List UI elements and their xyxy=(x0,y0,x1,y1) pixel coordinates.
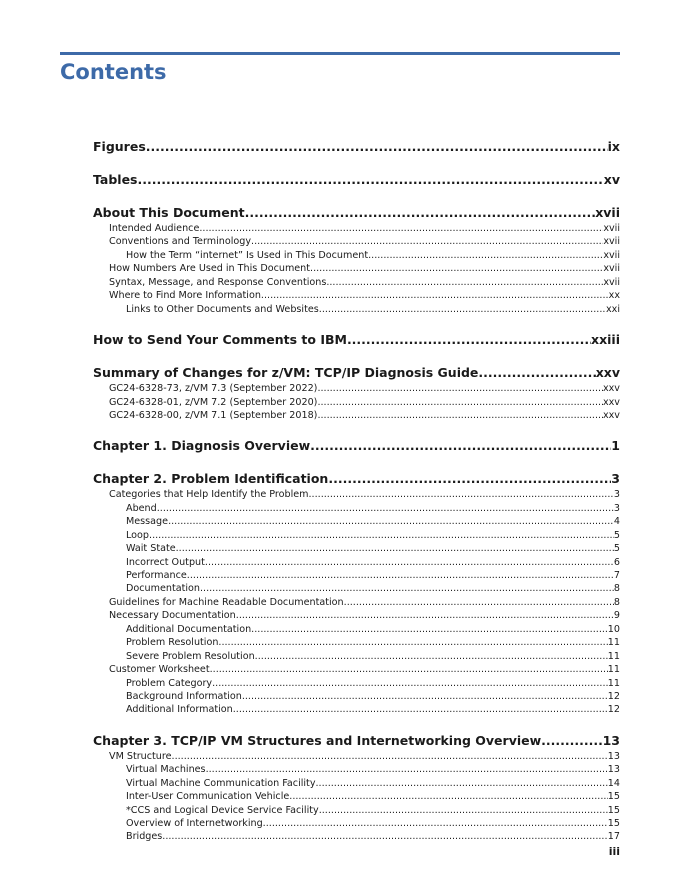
toc-entry-page: 15 xyxy=(607,804,620,816)
toc-leader-dots xyxy=(206,763,608,776)
toc-entry-title: Necessary Documentation xyxy=(109,610,236,622)
toc-entry-title: GC24-6328-73, z/VM 7.3 (September 2022) xyxy=(109,383,318,395)
toc-leader-dots xyxy=(309,488,614,501)
toc-entry-page: 11 xyxy=(607,650,620,662)
toc-entry-page: xxv xyxy=(595,365,620,381)
toc-leader-dots xyxy=(316,777,608,790)
toc-entry[interactable] xyxy=(93,732,620,750)
toc-entry[interactable] xyxy=(93,750,620,763)
toc-entry-title: Background Information xyxy=(126,690,242,702)
toc-entry[interactable] xyxy=(93,303,620,316)
toc-entry-title: Chapter 2. Problem Identification xyxy=(93,471,329,487)
toc-entry-page: 11 xyxy=(607,637,620,649)
toc-leader-dots xyxy=(212,677,608,690)
toc-leader-dots xyxy=(319,303,606,316)
toc-leader-dots xyxy=(344,596,614,609)
toc-entry-page: xxv xyxy=(602,396,620,408)
page-title: Contents xyxy=(60,60,167,84)
toc-entry[interactable] xyxy=(93,636,620,649)
toc-entry-title: VM Structure xyxy=(109,750,172,762)
toc-entry[interactable] xyxy=(93,289,620,302)
toc-leader-dots xyxy=(205,556,614,569)
toc-leader-dots xyxy=(328,470,611,488)
toc-entry-title: GC24-6328-00, z/VM 7.1 (September 2018) xyxy=(109,409,318,421)
toc-entry[interactable] xyxy=(93,690,620,703)
toc-leader-dots xyxy=(157,502,614,515)
toc-leader-dots xyxy=(138,171,604,189)
toc-entry[interactable] xyxy=(93,817,620,830)
toc-entry-title: Virtual Machine Communication Facility xyxy=(126,777,316,789)
toc-leader-dots xyxy=(176,542,614,555)
toc-leader-dots xyxy=(368,249,603,262)
toc-entry[interactable] xyxy=(93,222,620,235)
toc-entry[interactable] xyxy=(93,623,620,636)
toc-entry-page: xxv xyxy=(602,409,620,421)
toc-leader-dots xyxy=(263,817,608,830)
toc-entry[interactable] xyxy=(93,171,620,189)
toc-entry-title: Links to Other Documents and Websites xyxy=(126,303,319,315)
toc-entry-page: xxiii xyxy=(591,332,620,348)
toc-leader-dots xyxy=(172,750,608,763)
toc-entry[interactable] xyxy=(93,569,620,582)
toc-leader-dots xyxy=(149,529,614,542)
toc-entry-page: 3 xyxy=(613,489,620,501)
toc-entry[interactable] xyxy=(93,364,620,382)
toc-entry[interactable] xyxy=(93,382,620,395)
toc-leader-dots xyxy=(218,636,607,649)
toc-entry[interactable] xyxy=(93,235,620,248)
toc-entry[interactable] xyxy=(93,470,620,488)
toc-entry-page: xvii xyxy=(595,205,620,220)
toc-entry[interactable] xyxy=(93,582,620,595)
toc-leader-dots xyxy=(146,138,608,156)
toc-entry-title: Problem Resolution xyxy=(126,637,219,649)
toc-leader-dots xyxy=(245,204,596,222)
toc-entry[interactable] xyxy=(93,542,620,555)
toc-entry-page: 6 xyxy=(613,556,620,568)
toc-entry-title: Performance xyxy=(126,570,187,581)
toc-leader-dots xyxy=(347,331,591,349)
toc-entry-title: Severe Problem Resolution xyxy=(126,650,255,662)
toc-entry[interactable] xyxy=(93,529,620,542)
toc-leader-dots xyxy=(187,569,614,582)
toc-leader-dots xyxy=(317,396,603,409)
toc-leader-dots xyxy=(251,235,603,248)
toc-entry-page: xxi xyxy=(605,303,620,315)
toc-leader-dots xyxy=(242,690,608,703)
toc-entry-title: Syntax, Message, and Response Conventions xyxy=(109,276,327,288)
toc-entry-page: 7 xyxy=(613,570,620,581)
toc-entry-page: 13 xyxy=(607,764,620,776)
toc-leader-dots xyxy=(289,790,608,803)
toc-entry-title: Abend xyxy=(126,502,157,514)
toc-entry-title: Incorrect Output xyxy=(126,556,205,568)
toc-entry[interactable] xyxy=(93,262,620,275)
toc-leader-dots xyxy=(236,609,614,622)
toc-entry[interactable] xyxy=(93,790,620,803)
table-of-contents xyxy=(93,138,620,844)
toc-leader-dots xyxy=(210,663,608,676)
toc-entry[interactable] xyxy=(93,138,620,156)
toc-entry-title: Virtual Machines xyxy=(126,764,206,776)
toc-entry[interactable] xyxy=(93,396,620,409)
toc-entry[interactable] xyxy=(93,609,620,622)
toc-entry-title: Summary of Changes for z/VM: TCP/IP Diagnosis Guide xyxy=(93,365,479,381)
toc-entry-title: GC24-6328-01, z/VM 7.2 (September 2020) xyxy=(109,396,318,408)
toc-entry-page: ix xyxy=(607,139,620,154)
toc-entry-page: 9 xyxy=(613,610,620,622)
toc-entry-title: Categories that Help Identify the Problem xyxy=(109,489,309,501)
toc-entry[interactable] xyxy=(93,409,620,422)
toc-entry[interactable] xyxy=(93,804,620,817)
toc-leader-dots xyxy=(478,364,595,382)
toc-entry[interactable] xyxy=(93,763,620,776)
toc-entry-page: 4 xyxy=(613,516,620,528)
toc-entry[interactable] xyxy=(93,777,620,790)
toc-entry-title: Additional Information xyxy=(126,704,233,716)
toc-entry-title: Figures xyxy=(93,139,146,154)
toc-entry-title: Customer Worksheet xyxy=(109,664,210,676)
toc-entry[interactable] xyxy=(93,488,620,501)
toc-entry-page: xvii xyxy=(603,263,620,275)
toc-entry[interactable] xyxy=(93,556,620,569)
toc-entry-title: Chapter 1. Diagnosis Overview xyxy=(93,438,311,454)
toc-entry-page: 11 xyxy=(607,664,620,676)
toc-leader-dots xyxy=(310,437,611,455)
toc-leader-dots xyxy=(317,382,603,395)
toc-entry-title: Loop xyxy=(126,529,150,541)
toc-entry[interactable] xyxy=(93,650,620,663)
toc-entry-page: 3 xyxy=(613,502,620,514)
toc-leader-dots xyxy=(261,289,609,302)
toc-entry[interactable] xyxy=(93,249,620,262)
toc-entry[interactable] xyxy=(93,677,620,690)
toc-entry-page: xvii xyxy=(603,223,620,234)
toc-entry-title: How the Term “internet” Is Used in This Document xyxy=(126,249,369,261)
toc-entry-title: Guidelines for Machine Readable Documentation xyxy=(109,596,344,608)
toc-entry-page: 11 xyxy=(607,677,620,689)
toc-leader-dots xyxy=(162,830,608,843)
toc-leader-dots xyxy=(310,262,603,275)
toc-entry-title: Chapter 3. TCP/IP VM Structures and Internetworking Overview xyxy=(93,732,542,748)
toc-entry-page: 14 xyxy=(607,777,620,789)
toc-entry-title: *CCS and Logical Device Service Facility xyxy=(126,804,319,816)
toc-entry[interactable] xyxy=(93,663,620,676)
toc-entry-title: Bridges xyxy=(126,831,163,843)
toc-entry-title: Overview of Internetworking xyxy=(126,818,263,829)
toc-leader-dots xyxy=(199,222,603,235)
toc-entry-page: 5 xyxy=(613,543,620,555)
toc-entry-title: Message xyxy=(126,516,169,528)
toc-entry-page: 13 xyxy=(602,732,620,748)
toc-entry-page: 5 xyxy=(613,529,620,541)
toc-entry-title: Problem Category xyxy=(126,677,213,689)
toc-entry[interactable] xyxy=(93,515,620,528)
toc-leader-dots xyxy=(200,582,614,595)
toc-entry-title: Tables xyxy=(93,172,138,187)
toc-entry-page: 8 xyxy=(613,583,620,595)
page-number: iii xyxy=(608,845,620,858)
toc-entry-page: xvii xyxy=(603,236,620,248)
toc-entry-page: 3 xyxy=(611,471,620,487)
toc-entry-page: 10 xyxy=(607,623,620,635)
toc-leader-dots xyxy=(251,623,608,636)
header-rule xyxy=(60,52,620,55)
toc-entry[interactable] xyxy=(93,204,620,222)
toc-leader-dots xyxy=(317,409,603,422)
toc-entry-page: 12 xyxy=(607,690,620,702)
toc-entry-title: Conventions and Terminology xyxy=(109,236,252,248)
toc-entry[interactable] xyxy=(93,437,620,455)
toc-entry-title: How Numbers Are Used in This Document xyxy=(109,263,311,275)
toc-entry-page: 17 xyxy=(607,831,620,843)
toc-entry-title: Where to Find More Information xyxy=(109,290,261,302)
toc-entry-page: xx xyxy=(608,290,620,302)
toc-entry-title: Additional Documentation xyxy=(126,623,252,635)
toc-entry-page: 8 xyxy=(613,596,620,608)
toc-entry-page: 15 xyxy=(607,818,620,829)
toc-entry-title: Documentation xyxy=(126,583,200,595)
toc-entry[interactable] xyxy=(93,331,620,349)
toc-entry-page: 15 xyxy=(607,791,620,803)
toc-leader-dots xyxy=(319,804,608,817)
toc-entry-title: Intended Audience xyxy=(109,223,200,234)
toc-entry[interactable] xyxy=(93,703,620,716)
toc-entry-page: 13 xyxy=(607,750,620,762)
toc-leader-dots xyxy=(255,650,608,663)
toc-entry-title: Wait State xyxy=(126,543,176,555)
toc-leader-dots xyxy=(233,703,608,716)
toc-entry-title: How to Send Your Comments to IBM xyxy=(93,332,347,348)
toc-entry[interactable] xyxy=(93,596,620,609)
toc-leader-dots xyxy=(168,515,614,528)
toc-entry-title: Inter-User Communication Vehicle xyxy=(126,791,290,803)
toc-entry[interactable] xyxy=(93,276,620,289)
toc-entry-page: xv xyxy=(603,172,620,187)
toc-entry-page: xvii xyxy=(603,276,620,288)
toc-entry-page: xvii xyxy=(603,249,620,261)
toc-leader-dots xyxy=(326,276,603,289)
toc-entry-page: xxv xyxy=(602,383,620,395)
toc-entry-title: About This Document xyxy=(93,205,245,220)
toc-entry[interactable] xyxy=(93,502,620,515)
toc-entry[interactable] xyxy=(93,830,620,843)
toc-leader-dots xyxy=(541,732,602,750)
toc-entry-page: 12 xyxy=(607,704,620,716)
toc-entry-page: 1 xyxy=(611,438,620,454)
